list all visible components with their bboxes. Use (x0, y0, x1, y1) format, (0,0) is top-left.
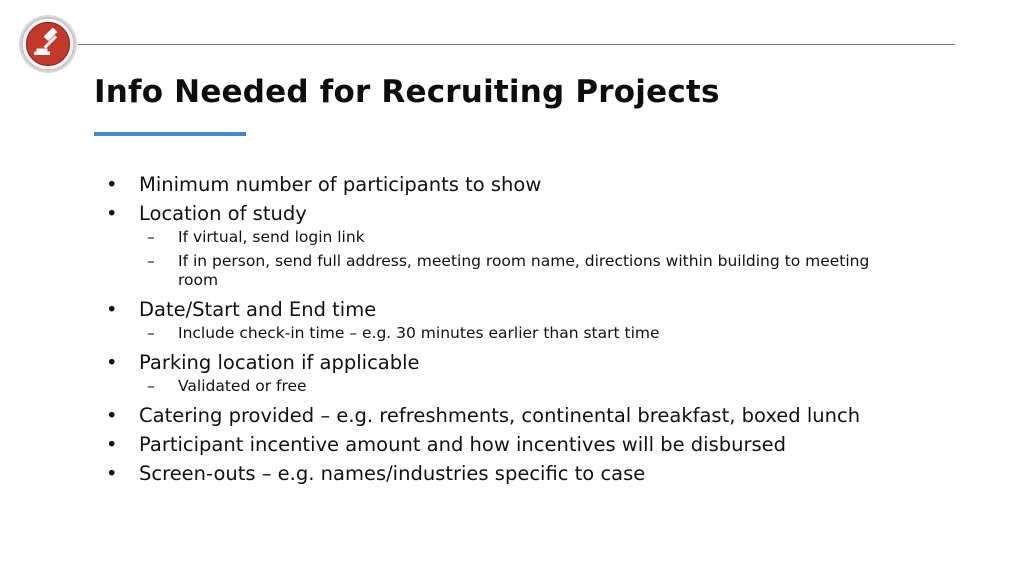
slide-title: Info Needed for Recruiting Projects (94, 74, 720, 110)
bullet-text: Minimum number of participants to show (139, 173, 542, 196)
bullet-marker: • (106, 462, 118, 485)
bullet-item (104, 295, 984, 324)
sub-bullet-marker: – (147, 324, 155, 342)
sub-bullet-text: If in person, send full address, meeting room name, directions within building to meeting room (178, 252, 870, 289)
bullet-item (104, 199, 984, 228)
bullet-marker: • (106, 404, 118, 427)
sub-bullet-group (104, 324, 984, 343)
sub-bullet-item (104, 252, 984, 290)
sub-bullet-item (104, 324, 984, 343)
bullet-list (104, 170, 984, 488)
sub-bullet-marker: – (147, 228, 155, 246)
bullet-text: Parking location if applicable (139, 351, 420, 374)
bullet-item (104, 401, 984, 430)
bullet-item (104, 430, 984, 459)
sub-bullet-text: Include check-in time – e.g. 30 minutes earlier than start time (178, 324, 660, 342)
bullet-text: Catering provided – e.g. refreshments, continental breakfast, boxed lunch (139, 404, 861, 427)
bullet-item (104, 170, 984, 199)
bullet-text: Participant incentive amount and how incentives will be disbursed (139, 433, 787, 456)
bullet-marker: • (106, 173, 118, 196)
bullet-marker: • (106, 433, 118, 456)
gavel-icon (18, 14, 78, 74)
bullet-marker: • (106, 298, 118, 321)
title-underline (94, 132, 246, 136)
sub-bullet-item (104, 228, 984, 247)
bullet-text: Date/Start and End time (139, 298, 377, 321)
sub-bullet-group (104, 377, 984, 396)
bullet-item (104, 348, 984, 377)
sub-bullet-text: If virtual, send login link (178, 228, 365, 246)
bullet-item (104, 459, 984, 488)
sub-bullet-text: Validated or free (178, 377, 307, 395)
sub-bullet-item (104, 377, 984, 396)
bullet-text: Screen-outs – e.g. names/industries specific to case (139, 462, 646, 485)
sub-bullet-group (104, 228, 984, 290)
sub-bullet-marker: – (147, 252, 155, 270)
top-rule (78, 44, 955, 45)
bullet-text: Location of study (139, 202, 307, 225)
bullet-marker: • (106, 351, 118, 374)
sub-bullet-marker: – (147, 377, 155, 395)
bullet-marker: • (106, 202, 118, 225)
